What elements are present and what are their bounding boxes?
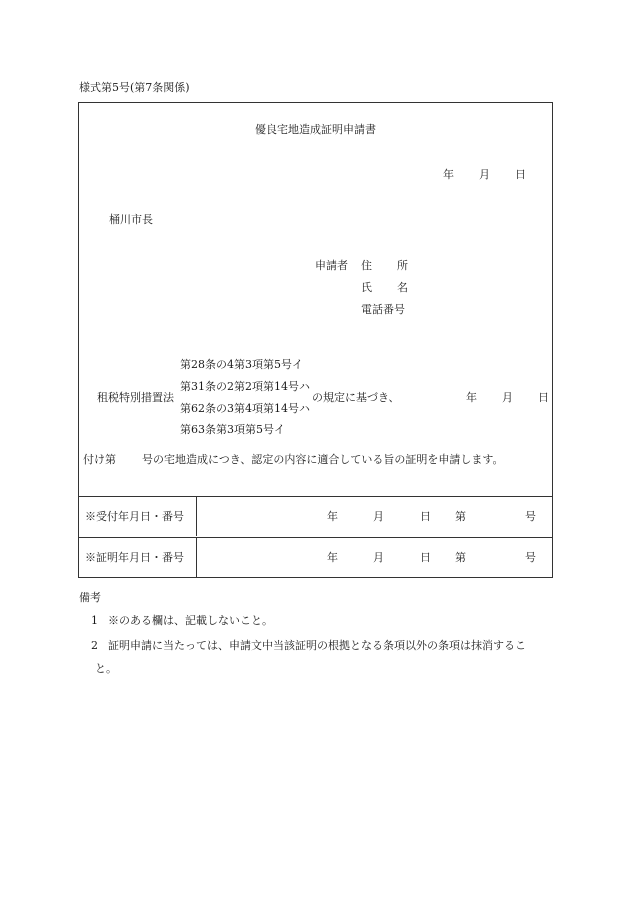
row-label: ※受付年月日・番号 [85, 510, 184, 523]
row-label: ※証明年月日・番号 [85, 551, 184, 564]
row-day: 日 [420, 551, 431, 564]
law-name: 租税特別措置法 [97, 391, 174, 404]
applicant-role: 申請者 [315, 259, 348, 272]
address-label-1: 住 [361, 259, 372, 272]
note-text: ※のある欄は、記載しないこと。 [108, 614, 273, 627]
address-label-2: 所 [397, 259, 408, 272]
row-year: 年 [327, 510, 338, 523]
note-text: 証明申請に当たっては、申請文中当該証明の根拠となる条項以外の条項は抹消するこ [108, 639, 526, 652]
addressee: 桶川市長 [109, 213, 153, 226]
law-article-4: 第63条第3項第5号イ [180, 423, 285, 436]
row-month: 月 [373, 510, 384, 523]
application-box [78, 102, 553, 497]
form-title: 優良宅地造成証明申請書 [255, 123, 376, 136]
office-use-table [78, 496, 553, 578]
law-date-year: 年 [466, 391, 477, 404]
body-prefix: 付け第 [83, 453, 116, 466]
name-label-1: 氏 [361, 281, 372, 294]
date-year: 年 [443, 168, 454, 181]
row-dai: 第 [455, 510, 466, 523]
note-text-continued: と。 [95, 662, 117, 675]
form-label: 様式第5号(第7条関係) [79, 81, 190, 94]
row-month: 月 [373, 551, 384, 564]
law-date-month: 月 [502, 391, 513, 404]
row-year: 年 [327, 551, 338, 564]
row-dai: 第 [455, 551, 466, 564]
row-day: 日 [420, 510, 431, 523]
notes-heading: 備考 [79, 591, 101, 604]
phone-label: 電話番号 [361, 303, 405, 316]
date-month: 月 [479, 168, 490, 181]
body-text: 号の宅地造成につき、認定の内容に適合している旨の証明を申請します。 [142, 453, 504, 466]
law-date-day: 日 [538, 391, 549, 404]
note-number: 1 [91, 614, 98, 627]
row-go: 号 [525, 510, 536, 523]
name-label-2: 名 [397, 281, 408, 294]
law-article-1: 第28条の4第3項第5号イ [180, 358, 303, 371]
law-article-3: 第62条の3第4項第14号ハ [180, 402, 310, 415]
law-suffix: の規定に基づき、 [312, 391, 400, 404]
row-go: 号 [525, 551, 536, 564]
law-article-2: 第31条の2第2項第14号ハ [180, 380, 310, 393]
date-day: 日 [515, 168, 526, 181]
table-row [79, 496, 552, 536]
table-row [79, 537, 552, 577]
note-number: 2 [91, 639, 98, 652]
